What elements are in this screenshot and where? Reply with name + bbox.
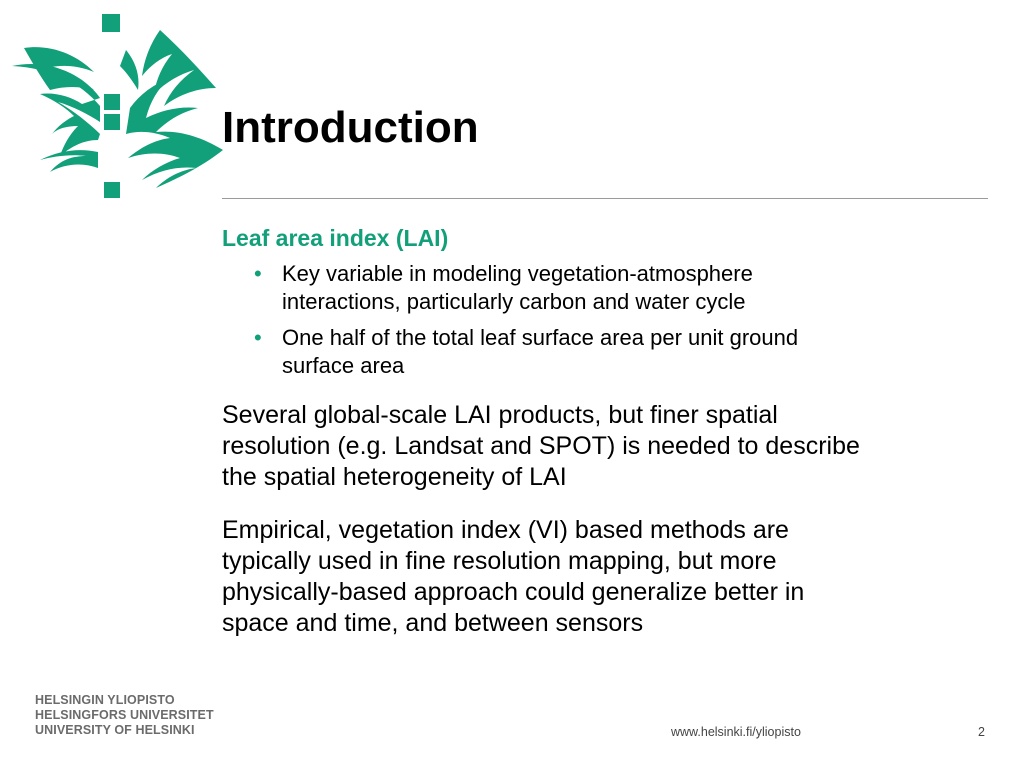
slide-content (222, 222, 982, 639)
bullet-list (222, 260, 982, 380)
footer-url: www.helsinki.fi/yliopisto (671, 725, 801, 739)
title-divider (222, 198, 988, 199)
body-paragraph (222, 400, 982, 493)
bullet-icon: • (254, 325, 262, 350)
section-heading: Leaf area index (LAI) (222, 225, 449, 251)
paragraph-line: Empirical, vegetation index (VI) based methods are (222, 516, 789, 544)
slide-title: Introduction (222, 103, 479, 152)
paragraph-line: Several global-scale LAI products, but finer spatial (222, 401, 778, 429)
paragraph-line: space and time, and between sensors (222, 609, 644, 637)
bullet-text-line: Key variable in modeling vegetation-atmosphere (282, 261, 753, 286)
list-item (254, 260, 982, 316)
university-name-line: HELSINGFORS UNIVERSITET (35, 708, 214, 722)
body-paragraph (222, 515, 982, 639)
university-name-line: HELSINGIN YLIOPISTO (35, 693, 175, 707)
university-name-line: UNIVERSITY OF HELSINKI (35, 723, 195, 737)
bullet-text-line: surface area (282, 353, 405, 378)
page-number: 2 (978, 725, 985, 739)
paragraph-line: resolution (e.g. Landsat and SPOT) is needed to describe (222, 432, 860, 460)
university-flame-logo-icon (10, 10, 225, 205)
list-item (254, 324, 982, 380)
bullet-icon: • (254, 261, 262, 286)
university-name (35, 693, 214, 738)
bullet-text-line: interactions, particularly carbon and water cycle (282, 289, 746, 314)
paragraph-line: typically used in fine resolution mapping, but more (222, 547, 777, 575)
paragraph-line: physically-based approach could generalize better in (222, 578, 805, 606)
bullet-text-line: One half of the total leaf surface area per unit ground (282, 325, 799, 350)
paragraph-line: the spatial heterogeneity of LAI (222, 463, 567, 491)
